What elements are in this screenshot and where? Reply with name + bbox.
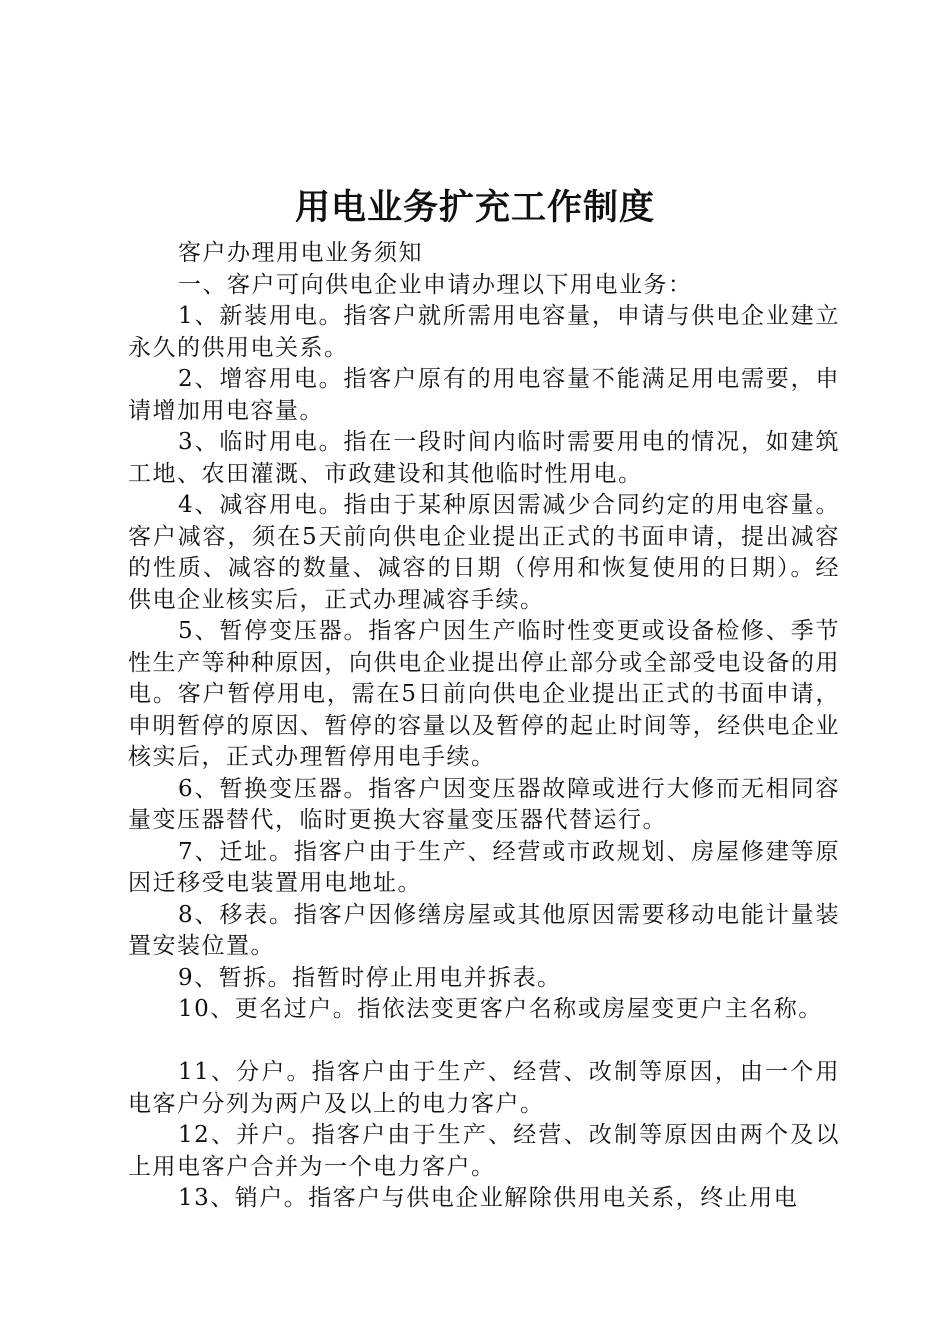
paragraph-item-8: 8、移表。指客户因修缮房屋或其他原因需要移动电能计量装置安装位置。	[128, 901, 840, 959]
paragraph-item-12: 12、并户。指客户由于生产、经营、改制等原因由两个及以上用电客户合并为一个电力客户。	[128, 1122, 840, 1180]
paragraph-item-3: 3、临时用电。指在一段时间内临时需要用电的情况，如建筑工地、农田灌溉、市政建设和其他临时性用电。	[128, 429, 840, 487]
paragraph-item-5: 5、暂停变压器。指客户因生产临时性变更或设备检修、季节性生产等种种原因，向供电企业提出停止部分或全部受电设备的用电。客户暂停用电，需在5日前向供电企业提出正式的书面申请，申明暂停的原因、暂停的容量以及暂停的起止时间等，经供电企业核实后，正式办理暂停用电手续。	[128, 618, 840, 770]
paragraph-item-9: 9、暂拆。指暂时停止用电并拆表。	[178, 964, 562, 991]
paragraph-item-6: 6、暂换变压器。指客户因变压器故障或进行大修而无相同容量变压器替代，临时更换大容量变压器代替运行。	[128, 775, 840, 833]
paragraph-item-13: 13、销户。指客户与供电企业解除供用电关系，终止用电	[178, 1185, 799, 1211]
paragraph-item-4: 4、减容用电。指由于某种原因需减少合同约定的用电容量。客户减容，须在5天前向供电企业提出正式的书面申请，提出减容的性质、减容的数量、减容的日期（停用和恢复使用的日期）。经供电企业核实后，正式办理减容手续。	[128, 492, 840, 613]
paragraph-item-7: 7、迁址。指客户由于生产、经营或市政规划、房屋修建等原因迁移受电装置用电地址。	[128, 838, 840, 896]
paragraph-notice-heading: 客户办理用电业务须知	[178, 240, 423, 266]
paragraph-item-11: 11、分户。指客户由于生产、经营、改制等原因，由一个用电客户分列为两户及以上的电力客户。	[128, 1059, 840, 1117]
paragraph-item-1: 1、新装用电。指客户就所需用电容量，申请与供电企业建立永久的供用电关系。	[128, 303, 840, 361]
paragraph-item-10: 10、更名过户。指依法变更客户名称或房屋变更户主名称。	[178, 996, 823, 1022]
document-title: 用电业务扩充工作制度	[294, 187, 655, 228]
paragraph-section-one: 一、客户可向供电企业申请办理以下用电业务：	[178, 271, 693, 298]
document-body	[128, 238, 840, 1215]
paragraph-item-2: 2、增容用电。指客户原有的用电容量不能满足用电需要，申请增加用电容量。	[128, 366, 840, 424]
